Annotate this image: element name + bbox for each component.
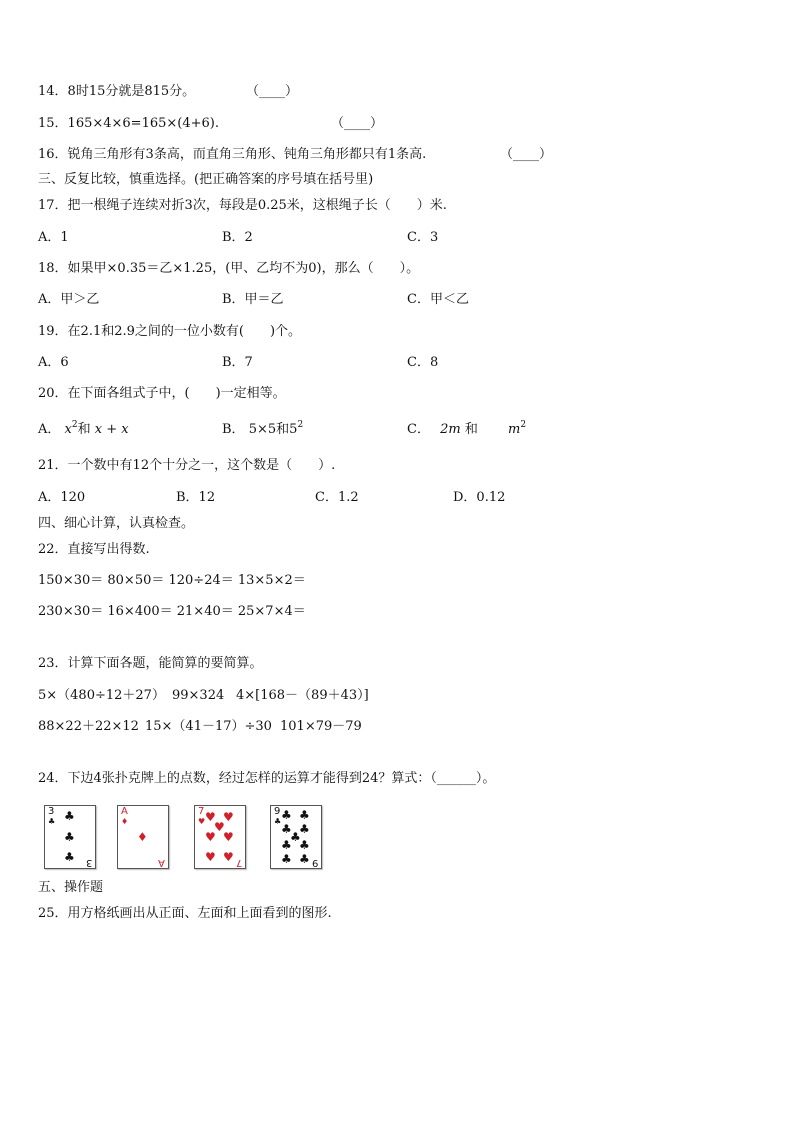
club-icon: ♣: [299, 838, 310, 852]
heart-icon: ♥: [205, 810, 216, 824]
question-17: 17．把一根绳子连续对折3次，每段是0.25米，这根绳子长（ ）米.: [38, 198, 447, 213]
playing-card-9-clubs: 9 ♣ ♣ ♣ ♣ ♣ ♣ ♣ ♣ ♣ ♣ 9: [270, 805, 322, 869]
q19-option-c[interactable]: C．8: [407, 355, 439, 370]
playing-card-7-hearts: 7 ♥ ♥ ♥ ♥ ♥ ♥ ♥ ♥ 7: [194, 805, 246, 869]
q21-option-d[interactable]: D．0.12: [453, 490, 506, 505]
section-4-heading: 四、细心计算，认真检查。: [38, 516, 195, 531]
q18-option-a[interactable]: A．甲＞乙: [38, 292, 100, 307]
q19-option-a[interactable]: A．6: [38, 355, 69, 370]
question-24: 24．下边4张扑克牌上的点数，经过怎样的运算才能得到24？算式：（______）。: [38, 771, 496, 786]
q21-option-b[interactable]: B．12: [176, 490, 216, 505]
club-icon: ♣: [281, 822, 292, 836]
question-22: 22．直接写出得数.: [38, 542, 150, 557]
diamond-icon: ♦: [137, 830, 148, 844]
q17-option-a[interactable]: A．1: [38, 230, 69, 245]
q20-option-a[interactable]: A． $x^2$和 x + x: [38, 420, 129, 437]
q23-expr-1: 5×（480÷12＋27）: [38, 688, 165, 703]
heart-icon: ♥: [223, 850, 234, 864]
section-5-heading: 五、操作题: [38, 880, 104, 895]
q20-option-c[interactable]: C． 2m 和 $m^2$: [407, 420, 527, 437]
club-icon: ♣: [281, 838, 292, 852]
heart-icon: ♥: [205, 830, 216, 844]
heart-icon: ♥: [198, 817, 206, 826]
question-19: 19．在2.1和2.9之间的一位小数有( )个。: [38, 324, 302, 339]
q18-option-c[interactable]: C．甲＜乙: [407, 292, 469, 307]
question-20: 20．在下面各组式子中，( )一定相等。: [38, 386, 286, 401]
question-25: 25．用方格纸画出从正面、左面和上面看到的图形.: [38, 906, 332, 921]
q23-expr-6: 101×79－79: [280, 719, 362, 734]
section-3-heading: 三、反复比较，慎重选择。(把正确答案的序号填在括号里): [38, 172, 374, 187]
playing-card-ace-diamonds: A ♦ ♦ A: [117, 805, 169, 869]
heart-icon: ♥: [214, 820, 225, 834]
question-16: 16．锐角三角形有3条高，而直角三角形、钝角三角形都只有1条高.: [38, 147, 427, 162]
q17-option-b[interactable]: B．2: [222, 230, 253, 245]
club-icon: ♣: [64, 850, 75, 864]
q22-row-2: 230×30＝ 16×400＝ 21×40＝ 25×7×4＝: [38, 604, 306, 619]
club-icon: ♣: [299, 852, 310, 866]
q23-expr-4: 88×22＋22×12: [38, 719, 139, 734]
q17-option-c[interactable]: C．3: [407, 230, 439, 245]
club-icon: ♣: [281, 852, 292, 866]
question-18: 18．如果甲×0.35＝乙×1.25，(甲、乙均不为0)，那么（ ）。: [38, 261, 420, 276]
heart-icon: ♥: [205, 850, 216, 864]
answer-blank-15[interactable]: （____）: [331, 116, 384, 131]
club-icon: ♣: [299, 808, 310, 822]
diamond-icon: ♦: [121, 817, 129, 826]
answer-blank-14[interactable]: （____）: [246, 84, 299, 99]
answer-blank-16[interactable]: （____）: [500, 147, 553, 162]
q21-option-c[interactable]: C．1.2: [315, 490, 359, 505]
club-icon: ♣: [290, 830, 301, 844]
heart-icon: ♥: [223, 830, 234, 844]
q21-option-a[interactable]: A．120: [38, 490, 86, 505]
club-icon: ♣: [64, 830, 75, 844]
question-14: 14．8时15分就是815分。: [38, 84, 196, 99]
heart-icon: ♥: [223, 810, 234, 824]
q23-expr-2: 99×324: [172, 688, 225, 703]
q20-option-b[interactable]: B． 5×5和$5^2$: [222, 420, 304, 437]
question-21: 21．一个数中有12个十分之一，这个数是（ ）.: [38, 458, 336, 473]
club-icon: ♣: [299, 822, 310, 836]
q19-option-b[interactable]: B．7: [222, 355, 253, 370]
q23-expr-3: 4×[168－（89＋43）]: [236, 688, 369, 703]
club-icon: ♣: [281, 808, 292, 822]
q23-expr-5: 15×（41－17）÷30: [145, 719, 272, 734]
playing-card-3-clubs: 3 ♣ ♣ ♣ ♣ 3: [44, 805, 96, 869]
q18-option-b[interactable]: B．甲＝乙: [222, 292, 284, 307]
question-23: 23．计算下面各题，能简算的要简算。: [38, 656, 263, 671]
q22-row-1: 150×30＝ 80×50＝ 120÷24＝ 13×5×2＝: [38, 573, 306, 588]
club-icon: ♣: [274, 817, 282, 826]
question-15: 15．165×4×6=165×(4+6).: [38, 116, 219, 131]
club-icon: ♣: [64, 809, 75, 823]
club-icon: ♣: [48, 817, 56, 826]
